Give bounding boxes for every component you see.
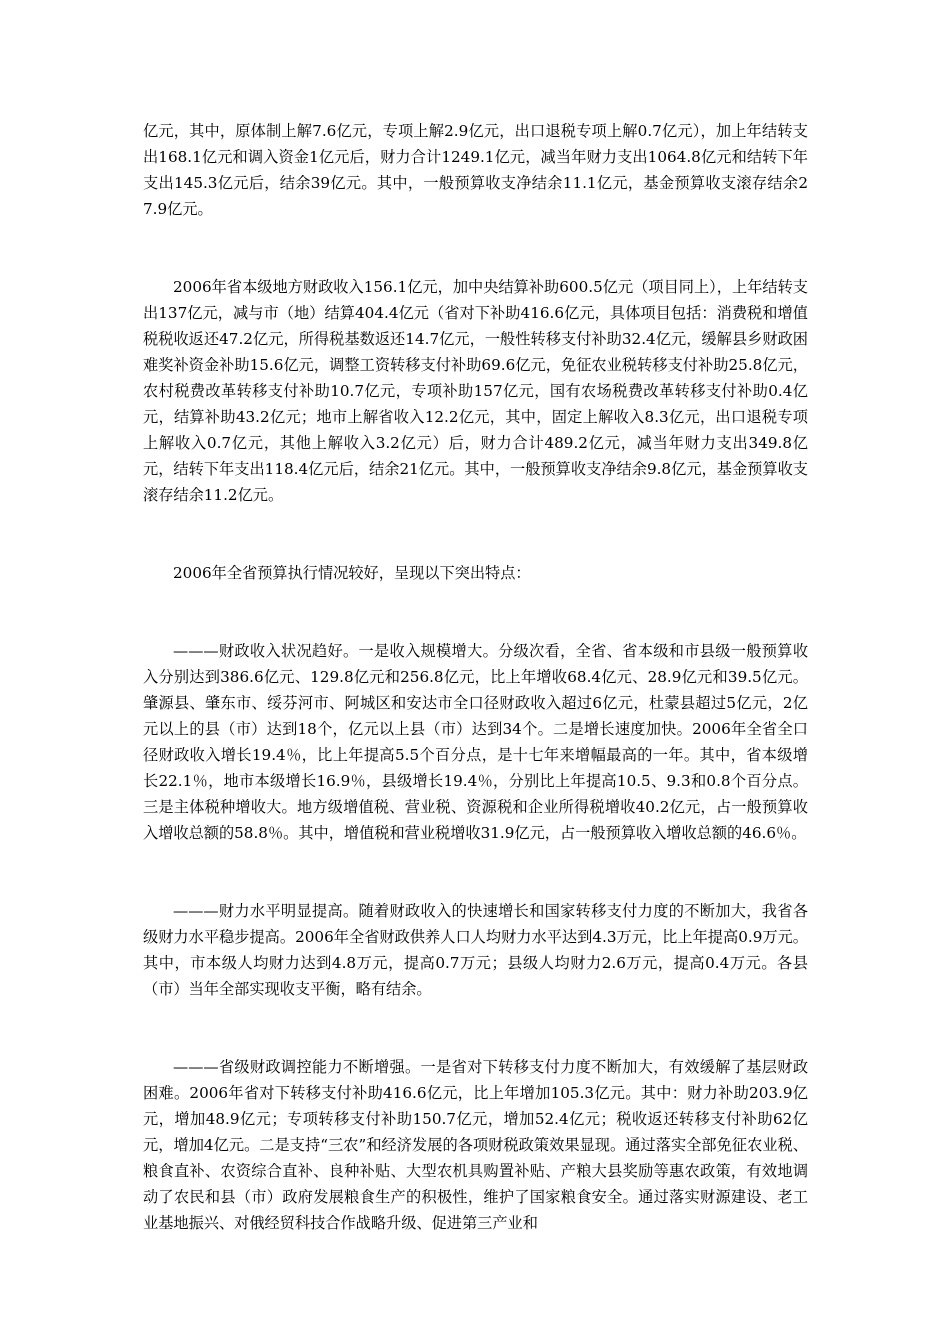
paragraph-fiscal-capacity: ———财力水平明显提高。随着财政收入的快速增长和国家转移支付力度的不断加大，我省各级财力水平稳步提高。2006年全省财政供养人口人均财力水平达到4.3万元，比上年提高0.9万元。其中，市本级人均财力达到4.8万元，提高0.7万元；县级人均财力2.6万元，提高0.4万元。各县（市）当年全部实现收支平衡，略有结余。: [143, 902, 808, 998]
paragraph-spacer: [143, 508, 808, 560]
paragraph-provincial-control: ———省级财政调控能力不断增强。一是省对下转移支付力度不断加大，有效缓解了基层财政困难。2006年省对下转移支付补助416.6亿元，比上年增加105.3亿元。其中：财力补助203.9亿元，增加48.9亿元；专项转移支付补助150.7亿元，增加52.4亿元；税收返还转移支付补助62亿元，增加4亿元。二是支持“三农”和经济发展的各项财税政策效果显现。通过落实全部免征农业税、粮食直补、农资综合直补、良种补贴、大型农机具购置补贴、产粮大县奖励等惠农政策，有效地调动了农民和县（市）政府发展粮食生产的积极性，维护了国家粮食安全。通过落实财源建设、老工业基地振兴、对俄经贸科技合作战略升级、促进第三产业和: [143, 1058, 808, 1232]
paragraph-spacer: [143, 222, 808, 274]
paragraph-features-intro: 2006年全省预算执行情况较好，呈现以下突出特点：: [173, 564, 531, 582]
paragraph-budget-summary: 亿元，其中，原体制上解7.6亿元，专项上解2.9亿元，出口退税专项上解0.7亿元），加上年结转支出168.1亿元和调入资金1亿元后，财力合计1249.1亿元，减当年财力支出1064.8亿元和结转下年支出145.3亿元后，结余39亿元。其中，一般预算收支净结余11.1亿元，基金预算收支滚存结余27.9亿元。: [143, 122, 808, 218]
paragraph-spacer: [143, 846, 808, 898]
paragraph-spacer: [143, 1002, 808, 1054]
document-page: [143, 118, 808, 1236]
paragraph-provincial-revenue: 2006年省本级地方财政收入156.1亿元，加中央结算补助600.5亿元（项目同上），上年结转支出137亿元，减与市（地）结算404.4亿元（省对下补助416.6亿元，具体项目包括：消费税和增值税税收返还47.2亿元，所得税基数返还14.7亿元，一般性转移支付补助32.4亿元，缓解县乡财政困难奖补资金补助15.6亿元，调整工资转移支付补助69.6亿元，免征农业税转移支付补助25.8亿元，农村税费改革转移支付补助10.7亿元，专项补助157亿元，国有农场税费改革转移支付补助0.4亿元，结算补助43.2亿元；地市上解省收入12.2亿元，其中，固定上解收入8.3亿元，出口退税专项上解收入0.7亿元，其他上解收入3.2亿元）后，财力合计489.2亿元，减当年财力支出349.8亿元，结转下年支出118.4亿元后，结余21亿元。其中，一般预算收支净结余9.8亿元，基金预算收支滚存结余11.2亿元。: [143, 278, 808, 504]
paragraph-spacer: [143, 586, 808, 638]
paragraph-revenue-trend: ———财政收入状况趋好。一是收入规模增大。分级次看，全省、省本级和市县级一般预算收入分别达到386.6亿元、129.8亿元和256.8亿元，比上年增收68.4亿元、28.9亿元和39.5亿元。肇源县、肇东市、绥芬河市、阿城区和安达市全口径财政收入超过6亿元，杜蒙县超过5亿元，2亿元以上的县（市）达到18个，亿元以上县（市）达到34个。二是增长速度加快。2006年全省全口径财政收入增长19.4％，比上年提高5.5个百分点，是十七年来增幅最高的一年。其中，省本级增长22.1％，地市本级增长16.9％，县级增长19.4％，分别比上年提高10.5、9.3和0.8个百分点。三是主体税种增收大。地方级增值税、营业税、资源税和企业所得税增收40.2亿元，占一般预算收入增收总额的58.8％。其中，增值税和营业税增收31.9亿元，占一般预算收入增收总额的46.6％。: [143, 642, 808, 842]
